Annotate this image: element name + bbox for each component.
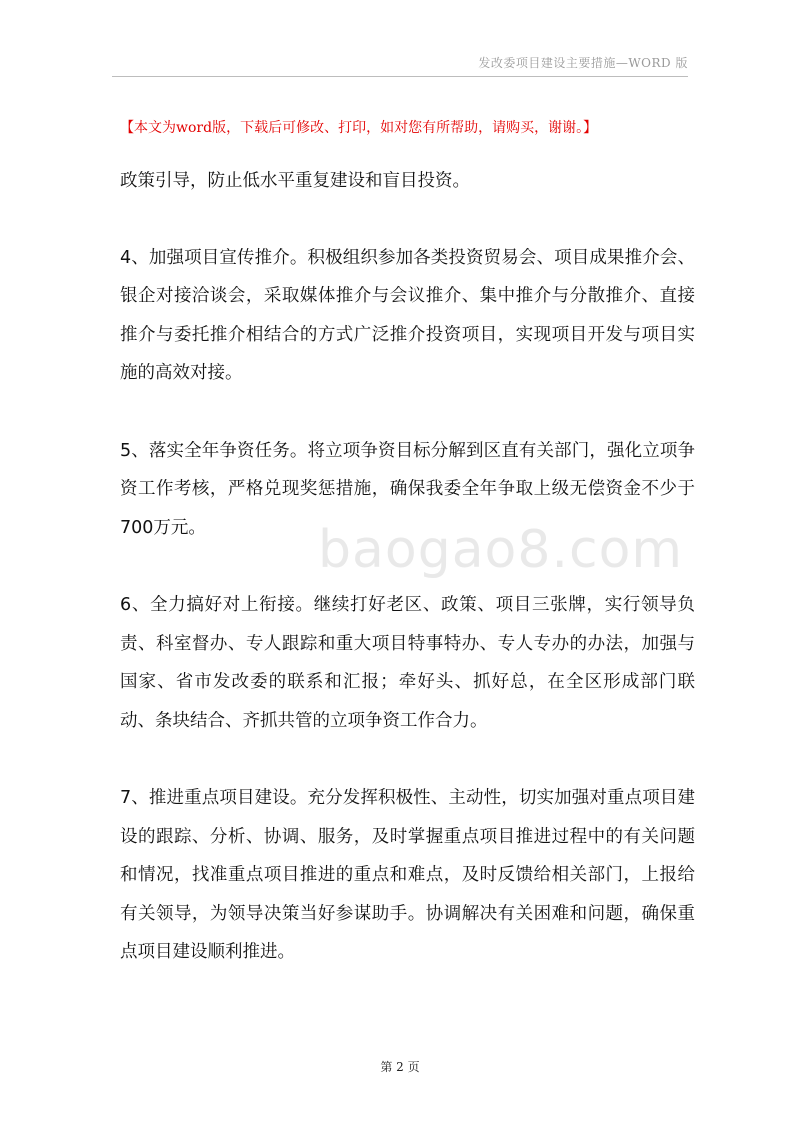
paragraph-intro: 政策引导，防止低水平重复建设和盲目投资。 <box>120 171 470 191</box>
paragraph-item-6: 6、全力搞好对上衔接。继续打好老区、政策、项目三张牌，实行领导负责、科室督办、专人跟踪和重大项目特事特办、专人专办的办法，加强与国家、省市发改委的联系和汇报；牵好头、抓好总，在全区形成部门联动、条块结合、齐抓共管的立项争资工作合力。 <box>120 595 695 731</box>
download-notice: 【本文为word版，下载后可修改、打印，如对您有所帮助，请购买，谢谢。】 <box>120 120 598 136</box>
paragraph-item-4: 4、加强项目宣传推介。积极组织参加各类投资贸易会、项目成果推介会、银企对接洽谈会，采取媒体推介与会议推介、集中推介与分散推介、直接推介与委托推介相结合的方式广泛推介投资项目，实现项目开发与项目实施的高效对接。 <box>120 247 695 383</box>
watermark: baogao8.com <box>318 520 684 580</box>
header-divider <box>112 76 688 77</box>
page-number: 第 2 页 <box>380 1060 420 1074</box>
running-header: 发改委项目建设主要措施—WORD 版 <box>478 56 688 70</box>
document-body <box>120 162 695 972</box>
paragraph-item-5: 5、落实全年争资任务。将立项争资目标分解到区直有关部门，强化立项争资工作考核，严格兑现奖惩措施，确保我委全年争取上级无偿资金不少于700万元。 <box>120 440 695 538</box>
paragraph-item-7: 7、推进重点项目建设。充分发挥积极性、主动性，切实加强对重点项目建设的跟踪、分析、协调、服务，及时掌握重点项目推进过程中的有关问题和情况，找准重点项目推进的重点和难点，及时反馈给相关部门，上报给有关领导，为领导决策当好参谋助手。协调解决有关困难和问题，确保重点项目建设顺利推进。 <box>120 788 695 962</box>
